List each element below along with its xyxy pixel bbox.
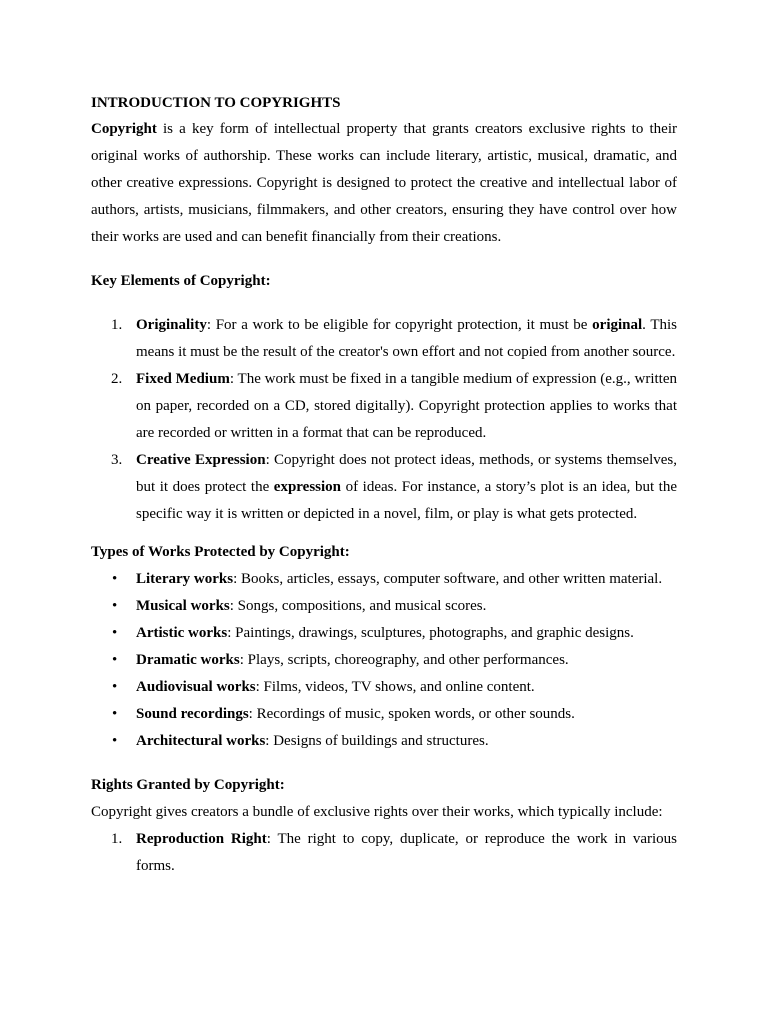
intro-term: Copyright xyxy=(91,121,157,137)
item-text: : Songs, compositions, and musical scores. xyxy=(229,598,487,614)
item-term: Creative Expression xyxy=(136,452,266,468)
list-item xyxy=(91,566,677,593)
item-emphasis: original xyxy=(592,317,643,333)
list-item xyxy=(91,312,677,366)
item-term: Literary works xyxy=(136,571,234,587)
intro-paragraph xyxy=(91,116,677,251)
bullet-icon: • xyxy=(112,598,118,614)
intro-text: is a key form of intellectual property that grants creators exclusive rights to their original works of authorship. These works can include literary, artistic, musical, dramatic, and other creative expressions. Copyright is designed to protect the creative and intellectual labor of authors, artists, musicians, filmmakers, and other creators, ensuring they have control over how their works are used and can benefit financially from their creations. xyxy=(91,121,677,245)
item-term: Musical works xyxy=(136,598,230,614)
item-text: : For a work to be eligible for copyright protection, it must be xyxy=(206,317,593,333)
types-of-works-list xyxy=(91,566,677,755)
bullet-icon: • xyxy=(112,625,118,641)
list-item xyxy=(91,701,677,728)
rights-granted-heading: Rights Granted by Copyright: xyxy=(91,777,285,793)
page-title: INTRODUCTION TO COPYRIGHTS xyxy=(91,95,341,111)
bullet-icon: • xyxy=(112,571,118,587)
item-text: : Books, articles, essays, computer software, and other written material. xyxy=(233,571,663,587)
list-item xyxy=(91,620,677,647)
item-term: Artistic works xyxy=(136,625,228,641)
list-item xyxy=(91,674,677,701)
list-item xyxy=(91,728,677,755)
list-number: 1. xyxy=(111,317,123,333)
list-number: 2. xyxy=(111,371,123,387)
rights-list xyxy=(91,826,677,880)
item-term: Originality xyxy=(136,317,207,333)
item-term: Reproduction Right xyxy=(136,831,267,847)
list-item xyxy=(91,593,677,620)
item-text: : Designs of buildings and structures. xyxy=(265,733,489,749)
types-of-works-heading: Types of Works Protected by Copyright: xyxy=(91,544,350,560)
item-term: Fixed Medium xyxy=(136,371,230,387)
item-text: : The work must be fixed in a tangible medium of expression (e.g., written on paper, recorded on a CD, stored digitally). Copyright protection applies to works that are recorded or written in a format that can be reproduced. xyxy=(136,371,677,441)
item-text: : Plays, scripts, choreography, and other performances. xyxy=(239,652,569,668)
item-text: . This means it must be the result of the creator's own effort and not copied from another source. xyxy=(136,317,677,360)
item-emphasis: expression xyxy=(273,479,342,495)
bullet-icon: • xyxy=(112,706,118,722)
list-number: 1. xyxy=(111,831,123,847)
list-item xyxy=(91,647,677,674)
item-term: Audiovisual works xyxy=(136,679,256,695)
bullet-icon: • xyxy=(112,679,118,695)
list-item xyxy=(91,447,677,528)
item-text: : The right to copy, duplicate, or reproduce the work in various forms. xyxy=(136,831,678,874)
item-text: of ideas. For instance, a story’s plot is an idea, but the specific way it is written or depicted in a novel, film, or play is what gets protected. xyxy=(136,479,677,522)
item-term: Sound recordings xyxy=(136,706,249,722)
item-term: Dramatic works xyxy=(136,652,240,668)
item-text: : Copyright does not protect ideas, methods, or systems themselves, but it does protect the xyxy=(136,452,677,495)
item-term: Architectural works xyxy=(136,733,266,749)
item-text: : Paintings, drawings, sculptures, photographs, and graphic designs. xyxy=(227,625,634,641)
list-number: 3. xyxy=(111,452,123,468)
bullet-icon: • xyxy=(112,652,118,668)
key-elements-heading: Key Elements of Copyright: xyxy=(91,273,271,289)
rights-intro-paragraph: Copyright gives creators a bundle of exclusive rights over their works, which typically include: xyxy=(91,804,663,820)
bullet-icon: • xyxy=(112,733,118,749)
item-text: : Recordings of music, spoken words, or other sounds. xyxy=(248,706,575,722)
list-item xyxy=(91,366,677,447)
list-item xyxy=(91,826,677,880)
key-elements-list xyxy=(91,312,677,528)
item-text: : Films, videos, TV shows, and online content. xyxy=(255,679,535,695)
